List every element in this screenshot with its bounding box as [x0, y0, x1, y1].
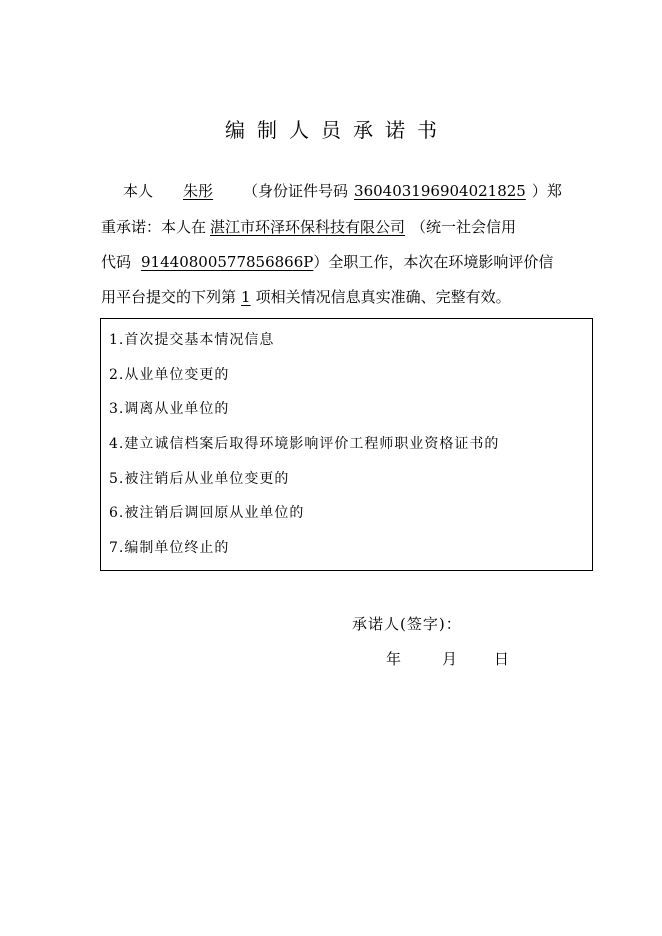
list-item: 4.建立诚信档案后取得环境影响评价工程师职业资格证书的 — [109, 436, 500, 452]
list-item: 1.首次提交基本情况信息 — [109, 332, 275, 348]
text-segment: 代码 — [101, 253, 132, 271]
list-item: 7.编制单位终止的 — [109, 540, 230, 556]
pledge-line-4 — [101, 287, 571, 307]
list-item: 2.从业单位变更的 — [109, 367, 230, 383]
pledge-line-3 — [101, 252, 571, 272]
text-segment: 项相关情况信息真实准确、完整有效。 — [255, 288, 511, 306]
text-segment: （统一社会信用 — [411, 218, 517, 236]
text-segment: 本人 — [123, 182, 154, 200]
date-day: 日 — [494, 650, 510, 668]
signature-label: 承诺人(签字)： — [352, 615, 462, 633]
list-item: 5.被注销后从业单位变更的 — [109, 471, 290, 487]
name-field: 朱彤 — [183, 182, 214, 200]
item-number-field: 1 — [241, 288, 251, 306]
credit-code-field: 91440800577856866P — [141, 253, 314, 271]
date-month: 月 — [442, 650, 458, 668]
text-segment: （身份证件号码 — [243, 182, 349, 200]
document-title: 编制人员承诺书 — [225, 118, 449, 142]
text-segment: 重承诺：本人在 — [101, 218, 207, 236]
items-box — [100, 318, 593, 571]
id-number-field: 360403196904021825 — [354, 182, 526, 200]
list-item: 6.被注销后调回原从业单位的 — [109, 505, 305, 521]
list-item: 3.调离从业单位的 — [109, 401, 230, 417]
text-segment: ）郑 — [531, 182, 562, 200]
text-segment: 用平台提交的下列第 — [101, 288, 237, 306]
pledge-line-2 — [101, 217, 571, 237]
company-field: 湛江市环泽环保科技有限公司 — [210, 218, 406, 236]
pledge-line-1 — [101, 181, 571, 201]
date-year: 年 — [386, 650, 402, 668]
text-segment: ）全职工作，本次在环境影响评价信 — [313, 253, 554, 271]
